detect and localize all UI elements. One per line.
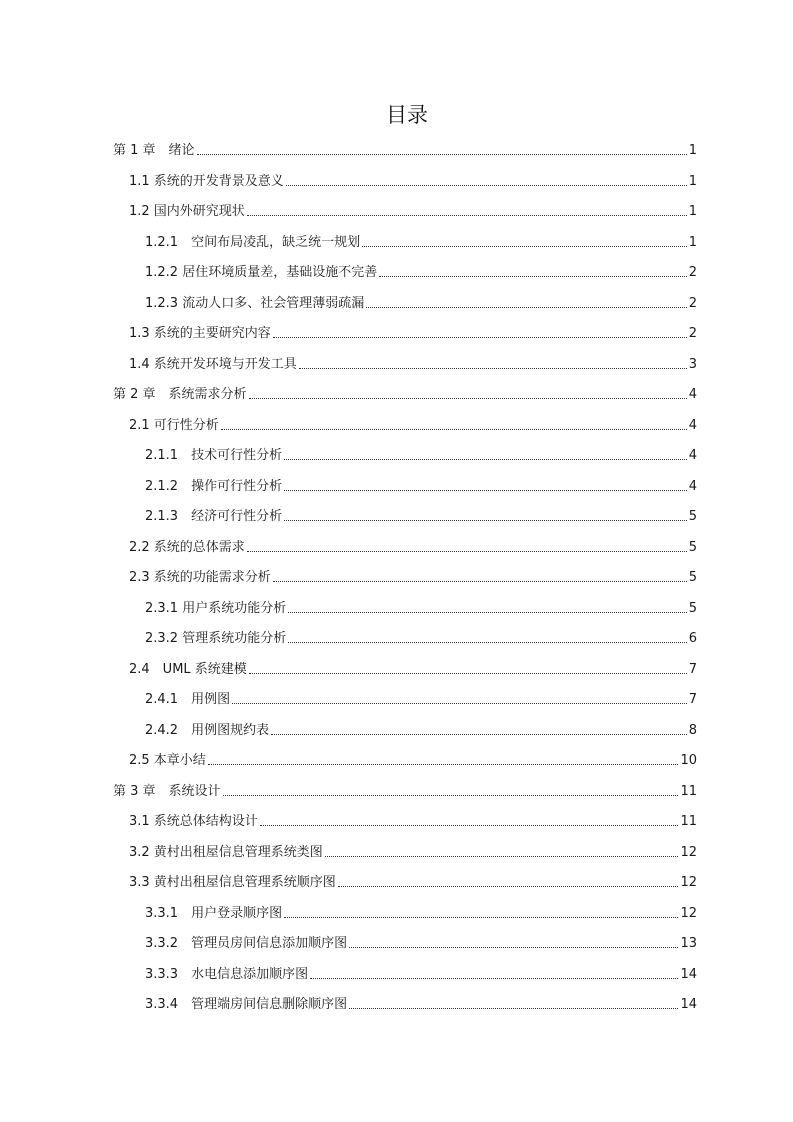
toc-title: 目录	[386, 103, 428, 127]
toc-page-number: 6	[688, 631, 697, 646]
toc-dot-leader	[223, 795, 679, 796]
toc-dot-leader	[338, 886, 679, 887]
toc-dot-leader	[288, 642, 687, 643]
toc-entry-label: 3.3.2 管理员房间信息添加顺序图	[145, 936, 348, 951]
toc-dot-leader	[284, 917, 678, 918]
toc-entry-label: 2.3 系统的功能需求分析	[129, 570, 271, 585]
toc-entry-1-3[interactable]	[129, 320, 697, 342]
toc-entry-3-1[interactable]	[129, 808, 697, 830]
toc-entry-chapter-2[interactable]	[113, 381, 697, 403]
toc-page-number: 14	[680, 967, 697, 982]
toc-page-number: 12	[680, 906, 697, 921]
toc-entry-chapter-1[interactable]	[113, 137, 697, 159]
toc-dot-leader	[299, 368, 687, 369]
toc-entry-3-3-4[interactable]	[145, 991, 697, 1013]
toc-entry-label: 2.3.2 管理系统功能分析	[145, 631, 287, 646]
toc-page-number: 12	[680, 845, 697, 860]
toc-entry-1-2[interactable]	[129, 198, 697, 220]
toc-dot-leader	[271, 734, 687, 735]
toc-dot-leader	[325, 856, 679, 857]
toc-entry-label: 2.1.2 操作可行性分析	[145, 479, 283, 494]
toc-dot-leader	[273, 581, 687, 582]
toc-entry-2-1[interactable]	[129, 412, 697, 434]
toc-dot-leader	[197, 154, 687, 155]
toc-entry-3-2[interactable]	[129, 839, 697, 861]
toc-entry-label: 2.1 可行性分析	[129, 418, 219, 433]
toc-page-number: 2	[688, 296, 697, 311]
toc-dot-leader	[260, 825, 679, 826]
toc-entry-2-1-3[interactable]	[145, 503, 697, 525]
toc-entry-2-4-2[interactable]	[145, 717, 697, 739]
toc-dot-leader	[288, 612, 687, 613]
toc-entry-label: 1.1 系统的开发背景及意义	[129, 174, 284, 189]
toc-entry-label: 第 1 章 绪论	[113, 143, 195, 158]
toc-page-number: 1	[688, 174, 697, 189]
toc-entry-label: 2.4.2 用例图规约表	[145, 723, 270, 738]
toc-entry-label: 第 3 章 系统设计	[113, 784, 221, 799]
toc-page-number: 5	[688, 509, 697, 524]
toc-page-number: 7	[688, 662, 697, 677]
toc-entry-label: 3.3.4 管理端房间信息删除顺序图	[145, 997, 348, 1012]
toc-page-number: 1	[688, 143, 697, 158]
toc-entry-3-3[interactable]	[129, 869, 697, 891]
toc-entry-2-1-1[interactable]	[145, 442, 697, 464]
toc-entry-2-2[interactable]	[129, 534, 697, 556]
toc-entry-label: 3.3.3 水电信息添加顺序图	[145, 967, 309, 982]
toc-entry-label: 3.3.1 用户登录顺序图	[145, 906, 283, 921]
toc-entry-label: 1.2.1 空间布局凌乱，缺乏统一规划	[145, 235, 361, 250]
toc-page-number: 5	[688, 570, 697, 585]
toc-entry-2-5[interactable]	[129, 747, 697, 769]
toc-entry-label: 3.1 系统总体结构设计	[129, 814, 258, 829]
toc-page-number: 5	[688, 601, 697, 616]
toc-page-number: 13	[680, 936, 697, 951]
toc-dot-leader	[232, 703, 687, 704]
toc-dot-leader	[208, 764, 679, 765]
toc-dot-leader	[284, 490, 687, 491]
toc-entry-label: 3.3 黄村出租屋信息管理系统顺序图	[129, 875, 336, 890]
toc-entry-label: 1.4 系统开发环境与开发工具	[129, 357, 297, 372]
toc-page-number: 11	[680, 814, 697, 829]
toc-entry-label: 2.3.1 用户系统功能分析	[145, 601, 287, 616]
toc-dot-leader	[349, 1008, 678, 1009]
toc-entry-2-4[interactable]	[129, 656, 697, 678]
toc-dot-leader	[273, 337, 687, 338]
toc-dot-leader	[286, 185, 687, 186]
toc-dot-leader	[249, 398, 687, 399]
toc-entry-1-2-1[interactable]	[145, 229, 697, 251]
toc-entry-label: 1.2 国内外研究现状	[129, 204, 245, 219]
toc-dot-leader	[349, 947, 678, 948]
toc-page-number: 8	[688, 723, 697, 738]
toc-page-number: 4	[688, 418, 697, 433]
toc-entry-label: 2.5 本章小结	[129, 753, 206, 768]
toc-entry-label: 1.2.2 居住环境质量差，基础设施不完善	[145, 265, 378, 280]
toc-entry-label: 3.2 黄村出租屋信息管理系统类图	[129, 845, 323, 860]
toc-dot-leader	[221, 429, 687, 430]
toc-page-number: 1	[688, 235, 697, 250]
toc-entry-3-3-1[interactable]	[145, 900, 697, 922]
toc-entry-chapter-3[interactable]	[113, 778, 697, 800]
toc-page-number: 2	[688, 265, 697, 280]
toc-entry-1-2-2[interactable]	[145, 259, 697, 281]
toc-entry-1-2-3[interactable]	[145, 290, 697, 312]
toc-entry-2-3[interactable]	[129, 564, 697, 586]
toc-page-number: 11	[680, 784, 697, 799]
toc-page-number: 5	[688, 540, 697, 555]
toc-entry-2-3-1[interactable]	[145, 595, 697, 617]
toc-dot-leader	[247, 215, 687, 216]
toc-entry-label: 1.3 系统的主要研究内容	[129, 326, 271, 341]
toc-entry-2-3-2[interactable]	[145, 625, 697, 647]
toc-entry-3-3-3[interactable]	[145, 961, 697, 983]
toc-entry-label: 2.1.1 技术可行性分析	[145, 448, 283, 463]
toc-page-number: 7	[688, 692, 697, 707]
toc-dot-leader	[310, 978, 678, 979]
toc-entry-1-4[interactable]	[129, 351, 697, 373]
toc-entry-label: 2.4 UML 系统建模	[129, 662, 247, 677]
toc-page-number: 3	[688, 357, 697, 372]
toc-entry-label: 1.2.3 流动人口多、社会管理薄弱疏漏	[145, 296, 365, 311]
toc-entry-label: 2.4.1 用例图	[145, 692, 231, 707]
toc-dot-leader	[249, 673, 687, 674]
toc-dot-leader	[284, 520, 687, 521]
toc-dot-leader	[379, 276, 687, 277]
toc-page-number: 2	[688, 326, 697, 341]
toc-dot-leader	[247, 551, 687, 552]
toc-page-number: 1	[688, 204, 697, 219]
toc-page-number: 4	[688, 387, 697, 402]
toc-dot-leader	[366, 307, 687, 308]
toc-dot-leader	[362, 246, 687, 247]
toc-entry-3-3-2[interactable]	[145, 930, 697, 952]
toc-entry-label: 2.2 系统的总体需求	[129, 540, 245, 555]
toc-page-number: 10	[680, 753, 697, 768]
toc-page-number: 4	[688, 479, 697, 494]
toc-entry-label: 2.1.3 经济可行性分析	[145, 509, 283, 524]
toc-entry-2-4-1[interactable]	[145, 686, 697, 708]
toc-page-number: 14	[680, 997, 697, 1012]
toc-dot-leader	[284, 459, 687, 460]
toc-entry-label: 第 2 章 系统需求分析	[113, 387, 247, 402]
toc-entry-1-1[interactable]	[129, 168, 697, 190]
toc-entry-2-1-2[interactable]	[145, 473, 697, 495]
toc-page-number: 12	[680, 875, 697, 890]
toc-page-number: 4	[688, 448, 697, 463]
